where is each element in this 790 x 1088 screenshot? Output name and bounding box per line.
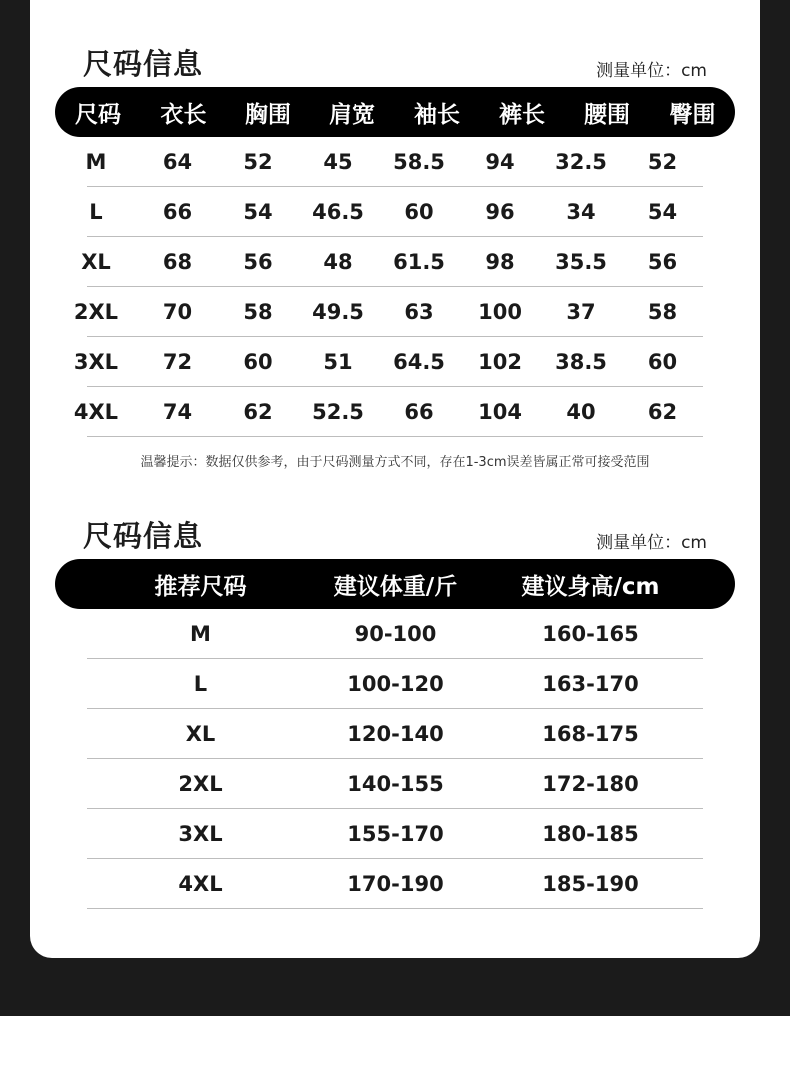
section-title: 尺码信息 (83, 47, 204, 81)
cell: 48 (323, 249, 353, 274)
cell-height: 180-185 (542, 821, 639, 846)
cell-size: 3XL (73, 349, 119, 374)
cell-size: XL (185, 721, 216, 746)
header-size: 尺码 (75, 101, 121, 128)
cell: 58 (243, 299, 273, 324)
header-recommended-size: 推荐尺码 (154, 573, 247, 600)
cell: 66 (404, 399, 434, 424)
table-row (87, 609, 703, 659)
table-row (73, 287, 703, 337)
unit-note: 测量单位：cm (596, 533, 707, 553)
cell: 54 (243, 199, 273, 224)
cell-size: 3XL (178, 821, 223, 846)
cell: 94 (485, 149, 515, 174)
table-row (87, 859, 703, 909)
table-row (81, 237, 703, 287)
cell: 34 (566, 199, 596, 224)
cell: 56 (647, 249, 678, 274)
cell: 52.5 (312, 399, 364, 424)
header-length: 衣长 (160, 101, 207, 128)
cell: 49.5 (312, 299, 364, 324)
cell: 104 (478, 399, 522, 424)
cell: 52 (647, 149, 678, 174)
cell: 64 (162, 149, 193, 174)
cell-weight: 120-140 (347, 721, 444, 746)
table-row (87, 659, 703, 709)
cell: 32.5 (555, 149, 607, 174)
table-row (87, 187, 703, 237)
table-row (73, 337, 703, 387)
cell-height: 163-170 (542, 671, 639, 696)
cell: 66 (162, 199, 193, 224)
cell: 98 (485, 249, 515, 274)
header-height: 建议身高/cm (521, 573, 660, 600)
cell-size: M (85, 149, 107, 174)
cell-size: 4XL (178, 871, 223, 896)
cell: 46.5 (312, 199, 364, 224)
cell: 63 (404, 299, 434, 324)
cell: 100 (478, 299, 522, 324)
table-row (87, 759, 703, 809)
cell-height: 185-190 (542, 871, 639, 896)
cell: 58 (647, 299, 678, 324)
cell: 38.5 (555, 349, 607, 374)
cell: 37 (566, 299, 596, 324)
section-title: 尺码信息 (83, 519, 204, 553)
unit-note: 测量单位：cm (596, 61, 707, 81)
cell-size: 2XL (178, 771, 223, 796)
cell: 62 (243, 399, 273, 424)
cell-weight: 170-190 (347, 871, 444, 896)
table-body (87, 609, 703, 909)
header-sleeve: 袖长 (414, 101, 460, 128)
cell: 74 (162, 399, 193, 424)
header-waist: 腰围 (584, 101, 630, 128)
cell-weight: 140-155 (347, 771, 444, 796)
cell-weight: 100-120 (347, 671, 444, 696)
table-body (73, 137, 703, 437)
cell: 52 (243, 149, 273, 174)
cell: 60 (647, 349, 678, 374)
cell-size: 2XL (73, 299, 119, 324)
cell: 60 (243, 349, 273, 374)
cell: 51 (323, 349, 353, 374)
cell: 61.5 (393, 249, 445, 274)
cell: 64.5 (393, 349, 445, 374)
cell: 58.5 (393, 149, 445, 174)
cell: 72 (162, 349, 193, 374)
cell: 40 (566, 399, 596, 424)
cell: 62 (647, 399, 678, 424)
cell: 70 (162, 299, 193, 324)
header-chest: 胸围 (245, 101, 291, 128)
cell-height: 160-165 (542, 621, 639, 646)
cell: 68 (162, 249, 193, 274)
header-weight: 建议体重/斤 (333, 573, 458, 600)
table-row (73, 387, 703, 437)
cell-size: XL (81, 249, 111, 274)
cell: 54 (647, 199, 678, 224)
cell: 56 (243, 249, 273, 274)
cell-weight: 90-100 (354, 621, 437, 646)
cell: 102 (478, 349, 522, 374)
table-header (55, 87, 735, 137)
cell-height: 172-180 (542, 771, 639, 796)
cell-height: 168-175 (542, 721, 639, 746)
cell-weight: 155-170 (347, 821, 444, 846)
table-row (87, 137, 703, 187)
size-info-card (30, 0, 760, 958)
measurement-tip: 温馨提示：数据仅供参考，由于尺码测量方式不同，存在1-3cm误差皆属正常可接受范围 (140, 455, 650, 470)
header-pants-length: 裤长 (499, 101, 545, 128)
cell: 35.5 (555, 249, 607, 274)
table-header (55, 559, 735, 609)
cell: 45 (323, 149, 353, 174)
table-row (87, 709, 703, 759)
table-row (87, 809, 703, 859)
cell-size: M (190, 621, 211, 646)
cell: 96 (485, 199, 515, 224)
cell-size: L (89, 199, 103, 224)
header-hip: 臀围 (669, 101, 716, 128)
cell-size: L (193, 671, 208, 696)
cell-size: 4XL (73, 399, 119, 424)
header-shoulder: 肩宽 (329, 101, 375, 128)
cell: 60 (404, 199, 434, 224)
